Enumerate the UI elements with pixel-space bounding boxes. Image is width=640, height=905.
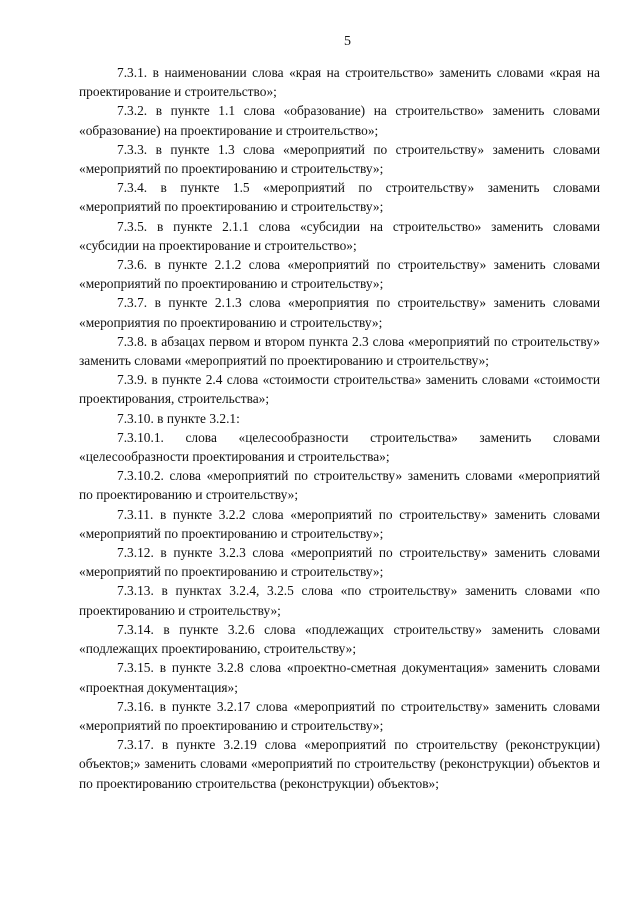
paragraph-7-3-17: 7.3.17. в пункте 3.2.19 слова «мероприятий по строительству (реконструкции) объектов;» заменить словами «мероприятий по строительству (реконструкции) объектов и по проектированию строительства (реконструкции) объектов»; xyxy=(79,737,600,791)
paragraph-7-3-4: 7.3.4. в пункте 1.5 «мероприятий по строительству» заменить словами «мероприятий по проектированию и строительству»; xyxy=(79,180,600,215)
paragraph-7-3-14: 7.3.14. в пункте 3.2.6 слова «подлежащих строительству» заменить словами «подлежащих проектированию, строительству»; xyxy=(79,621,600,657)
paragraph-7-3-5: 7.3.5. в пункте 2.1.1 слова «субсидии на строительство» заменить словами «субсидии на проектирование и строительство»; xyxy=(79,218,600,253)
paragraph-7-3-10: 7.3.10. в пункте 3.2.1: xyxy=(117,410,240,426)
paragraph-7-3-15: 7.3.15. в пункте 3.2.8 слова «проектно-сметная документация» заменить словами «проектная документация»; xyxy=(79,660,600,695)
paragraph-7-3-12: 7.3.12. в пункте 3.2.3 слова «мероприятий по строительству» заменить словами «мероприятий по проектированию и строительству»; xyxy=(79,545,600,580)
paragraph-7-3-9: 7.3.9. в пункте 2.4 слова «стоимости строительства» заменить словами «стоимости проектирования, строительства»; xyxy=(79,372,600,407)
paragraph-7-3-1: 7.3.1. в наименовании слова «края на строительство» заменить словами «края на проектирование и строительство»; xyxy=(79,65,600,100)
paragraph-7-3-10-1: 7.3.10.1. слова «целесообразности строительства» заменить словами «целесообразности проектирования и строительства»; xyxy=(79,429,600,465)
paragraph-7-3-8: 7.3.8. в абзацах первом и втором пункта 2.3 слова «мероприятий по строительству» заменить словами «мероприятий по проектированию и строительству»; xyxy=(79,333,600,369)
paragraph-7-3-3: 7.3.3. в пункте 1.3 слова «мероприятий по строительству» заменить словами «мероприятий по проектированию и строительству»; xyxy=(79,141,600,177)
paragraph-7-3-2: 7.3.2. в пункте 1.1 слова «образование) на строительство» заменить словами «образование) на проектирование и строительство»; xyxy=(79,103,600,138)
paragraph-7-3-7: 7.3.7. в пункте 2.1.3 слова «мероприятия по строительству» заменить словами «мероприятия по проектированию и строительству»; xyxy=(79,295,600,330)
paragraph-7-3-11: 7.3.11. в пункте 3.2.2 слова «мероприятий по строительству» заменить словами «мероприятий по проектированию и строительству»; xyxy=(79,506,600,541)
paragraph-7-3-6: 7.3.6. в пункте 2.1.2 слова «мероприятий по строительству» заменить словами «мероприятий по проектированию и строительству»; xyxy=(79,257,600,292)
document-body xyxy=(79,63,600,793)
paragraph-7-3-16: 7.3.16. в пункте 3.2.17 слова «мероприятий по строительству» заменить словами «мероприятий по проектированию и строительству»; xyxy=(79,698,600,733)
page-number: 5 xyxy=(344,34,351,49)
paragraph-7-3-10-2: 7.3.10.2. слова «мероприятий по строительству» заменить словами «мероприятий по проектированию и строительству»; xyxy=(79,468,600,503)
paragraph-7-3-13: 7.3.13. в пунктах 3.2.4, 3.2.5 слова «по строительству» заменить словами «по проектированию и строительству»; xyxy=(79,583,600,618)
